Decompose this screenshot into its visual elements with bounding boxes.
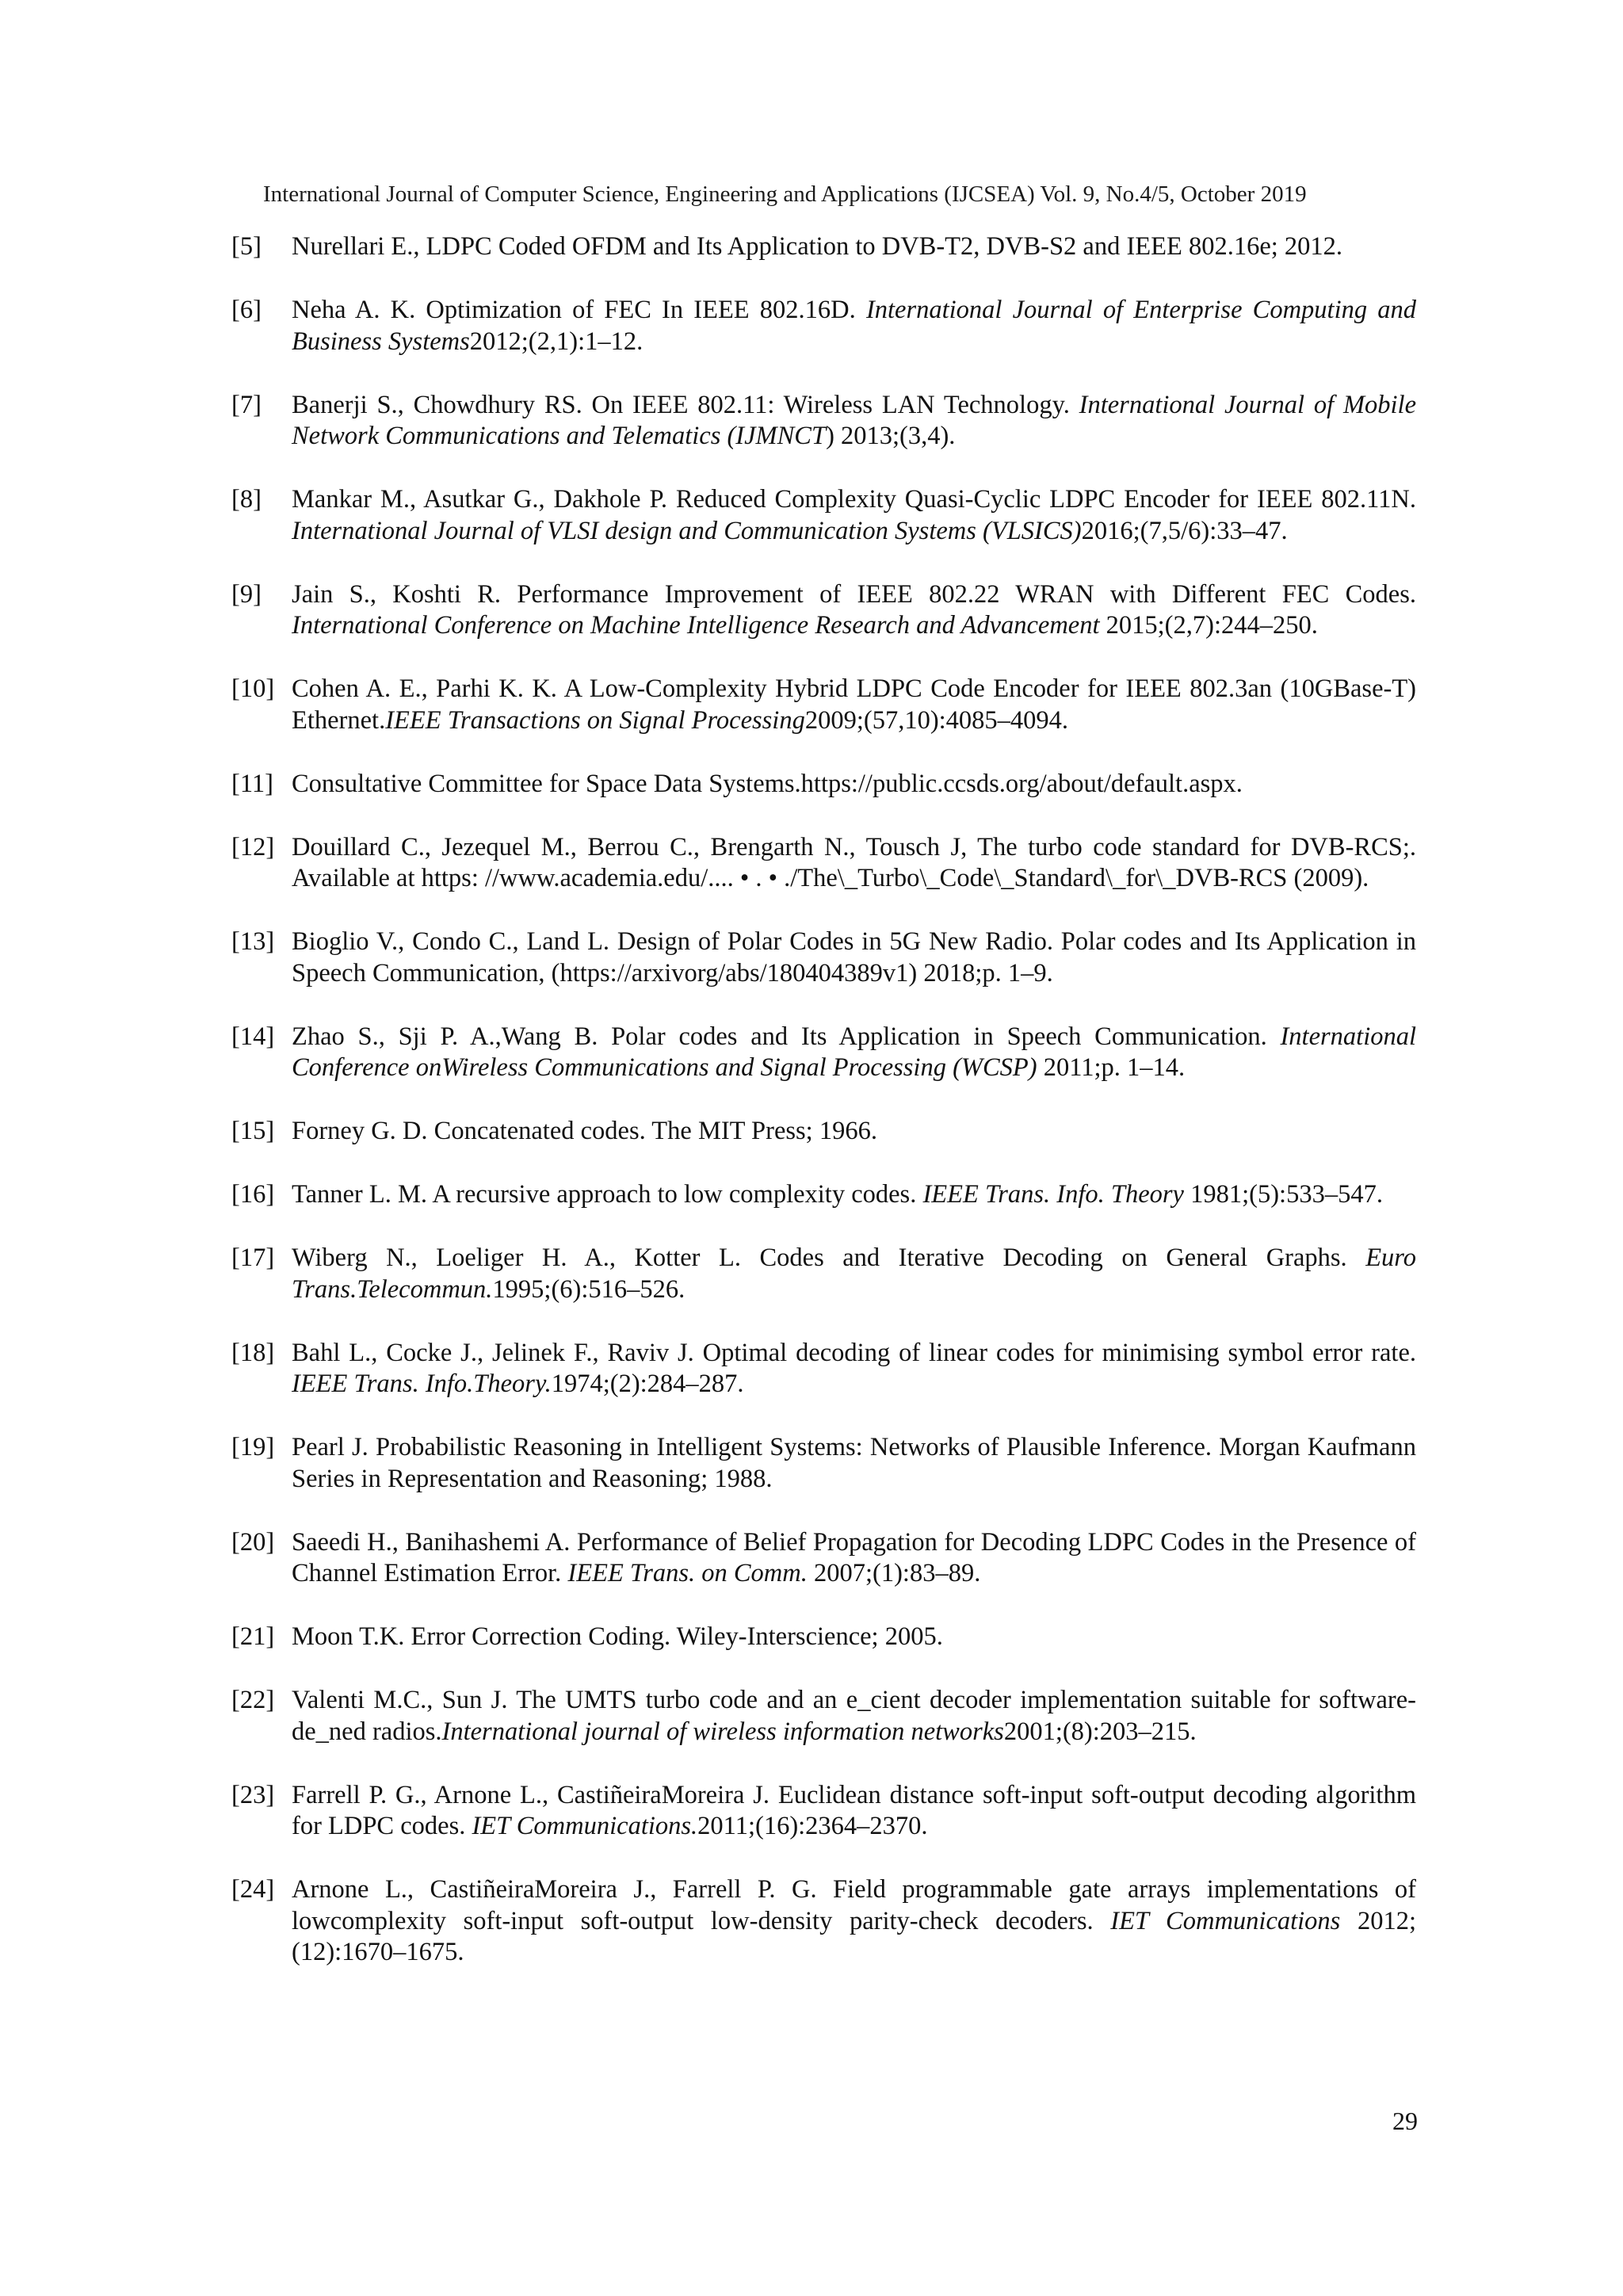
page-number: 29 — [1392, 2107, 1418, 2135]
reference-text — [292, 769, 1416, 800]
reference-text — [292, 1179, 1416, 1211]
reference-text-segment: 1995;(6):516–526. — [492, 1274, 685, 1304]
reference-number: [20] — [231, 1527, 275, 1557]
reference-source-italic: Euro Trans.Telecommun. — [292, 1244, 1416, 1304]
reference-text-segment: Banerji S., Chowdhury RS. On IEEE 802.11: Wireless LAN Technology. — [292, 390, 1079, 419]
reference-text-segment: 2011;(16):2364–2370. — [697, 1812, 928, 1840]
reference-text-segment: 2007;(1):83–89. — [807, 1559, 981, 1587]
reference-text-segment: Nurellari E., LDPC Coded OFDM and Its Application to DVB-T2, DVB-S2 and IEEE 802.16e; 2012. — [292, 232, 1343, 261]
reference-number: [13] — [231, 927, 275, 956]
reference-item — [231, 1432, 1416, 1495]
reference-source-italic: International Journal of Mobile Network Communications and Telematics (IJMNCT — [292, 390, 1416, 450]
reference-item — [231, 231, 1416, 263]
reference-text-segment: Forney G. D. Concatenated codes. The MIT Press; 1966. — [292, 1117, 877, 1145]
reference-source-italic: IEEE Trans. Info.Theory. — [292, 1370, 552, 1398]
reference-number: [18] — [231, 1338, 275, 1367]
reference-text-segment: 2012;(12):1670–1675. — [292, 1906, 1416, 1966]
reference-text-segment: Consultative Committee for Space Data Systems.https://public.ccsds.org/about/default.aspx. — [292, 769, 1243, 798]
reference-text-segment: 2009;(57,10):4085–4094. — [804, 705, 1069, 735]
reference-item — [231, 579, 1416, 642]
reference-text — [292, 231, 1416, 263]
reference-item — [231, 674, 1416, 736]
reference-list — [231, 231, 1416, 2000]
reference-text-segment: Douillard C., Jezequel M., Berrou C., Brengarth N., Tousch J, The turbo code standard for DVB-RCS;. Available at https: //www.academia.edu/.... • . • ./The\_Turbo\_Code\_Standard\_for\_DVB-RCS (2009). — [292, 832, 1416, 892]
reference-text-segment: 2012;(2,1):1–12. — [469, 327, 643, 356]
reference-number: [14] — [231, 1022, 275, 1051]
reference-text-segment: Saeedi H., Banihashemi A. Performance of Belief Propagation for Decoding LDPC Codes in the Presence of Channel Estimation Error. — [292, 1527, 1416, 1587]
reference-item — [231, 1780, 1416, 1843]
reference-text-segment: Bahl L., Cocke J., Jelinek F., Raviv J. Optimal decoding of linear codes for minimising symbol error rate. — [292, 1338, 1416, 1367]
reference-text-segment: Wiberg N., Loeliger H. A., Kotter L. Codes and Iterative Decoding on General Graphs. — [292, 1244, 1366, 1272]
reference-item — [231, 1622, 1416, 1653]
reference-text-segment: ) 2013;(3,4). — [826, 422, 956, 450]
reference-item — [231, 769, 1416, 800]
reference-text-segment: 1974;(2):284–287. — [551, 1370, 744, 1398]
reference-text-segment: Arnone L., CastiñeiraMoreira J., Farrell P. G. Field programmable gate arrays implementations of lowcomplexity soft-input soft-output low-density parity-check decoders. — [292, 1875, 1416, 1935]
reference-text-segment: Tanner L. M. A recursive approach to low complexity codes. — [292, 1180, 923, 1209]
reference-text-segment: 2015;(2,7):244–250. — [1106, 611, 1318, 640]
reference-text-segment: Farrell P. G., Arnone L., CastiñeiraMoreira J. Euclidean distance soft-input soft-output decoding algorithm for LDPC codes. — [292, 1780, 1416, 1840]
reference-text — [292, 484, 1416, 547]
reference-source-italic: International Conference onWireless Communications and Signal Processing (WCSP) — [292, 1022, 1416, 1082]
reference-item — [231, 390, 1416, 453]
reference-text — [292, 1685, 1416, 1748]
reference-source-italic: IET Communications. — [472, 1812, 698, 1840]
reference-text — [292, 1780, 1416, 1843]
reference-number: [12] — [231, 832, 275, 861]
reference-text-segment: Jain S., Koshti R. Performance Improvement of IEEE 802.22 WRAN with Different FEC Codes. — [292, 579, 1416, 609]
reference-item — [231, 1243, 1416, 1305]
reference-text — [292, 1527, 1416, 1590]
reference-source-italic: IEEE Transactions on Signal Processing — [385, 705, 805, 735]
reference-number: [15] — [231, 1117, 275, 1145]
reference-text-segment: Cohen A. E., Parhi K. K. A Low-Complexity Hybrid LDPC Code Encoder for IEEE 802.3an (10GBase-T) Ethernet. — [292, 674, 1416, 735]
reference-item — [231, 1179, 1416, 1211]
reference-text — [292, 579, 1416, 642]
reference-source-italic: IEEE Trans. on Comm. — [567, 1559, 808, 1587]
reference-text — [292, 1874, 1416, 1969]
reference-source-italic: International journal of wireless information networks — [441, 1717, 1004, 1746]
reference-item — [231, 1116, 1416, 1148]
reference-text — [292, 295, 1416, 357]
reference-text-segment: Bioglio V., Condo C., Land L. Design of Polar Codes in 5G New Radio. Polar codes and Its Application in Speech Communication, (https://arxivorg/abs/180404389v1) 2018;p. 1–9. — [292, 927, 1416, 988]
reference-text — [292, 1432, 1416, 1495]
reference-text — [292, 1116, 1416, 1148]
reference-item — [231, 1874, 1416, 1969]
reference-item — [231, 1527, 1416, 1590]
reference-source-italic: International Journal of VLSI design and Communication Systems (VLSICS) — [292, 516, 1082, 545]
reference-item — [231, 832, 1416, 895]
reference-text-segment: 1981;(5):533–547. — [1183, 1180, 1383, 1209]
reference-item — [231, 926, 1416, 989]
reference-text — [292, 1338, 1416, 1400]
reference-text-segment: Moon T.K. Error Correction Coding. Wiley-Interscience; 2005. — [292, 1622, 943, 1651]
reference-number: [21] — [231, 1622, 275, 1651]
reference-text — [292, 390, 1416, 453]
reference-source-italic: International Conference on Machine Intelligence Research and Advancement — [292, 611, 1106, 640]
reference-text-segment: Neha A. K. Optimization of FEC In IEEE 802.16D. — [292, 296, 866, 324]
reference-number: [16] — [231, 1180, 275, 1209]
reference-text — [292, 926, 1416, 989]
reference-number: [7] — [231, 390, 262, 419]
reference-source-italic: IEEE Trans. Info. Theory — [922, 1180, 1184, 1209]
reference-text-segment: 2011;p. 1–14. — [1037, 1053, 1186, 1082]
reference-text — [292, 832, 1416, 895]
reference-text-segment: 2001;(8):203–215. — [1003, 1717, 1197, 1746]
reference-item — [231, 484, 1416, 547]
reference-number: [22] — [231, 1686, 275, 1714]
reference-number: [10] — [231, 674, 275, 703]
reference-item — [231, 1338, 1416, 1400]
reference-item — [231, 295, 1416, 357]
reference-number: [9] — [231, 579, 262, 609]
reference-item — [231, 1685, 1416, 1748]
reference-number: [19] — [231, 1433, 275, 1461]
reference-text-segment: 2016;(7,5/6):33–47. — [1081, 516, 1288, 545]
reference-text-segment: Zhao S., Sji P. A.,Wang B. Polar codes and Its Application in Speech Communication. — [292, 1022, 1281, 1051]
reference-number: [17] — [231, 1244, 275, 1272]
reference-number: [23] — [231, 1780, 275, 1809]
reference-number: [8] — [231, 485, 262, 514]
reference-number: [6] — [231, 296, 262, 324]
running-header: International Journal of Computer Science, Engineering and Applications (IJCSEA) Vol. 9, No.4/5, October 2019 — [263, 181, 1307, 207]
reference-text-segment: Mankar M., Asutkar G., Dakhole P. Reduced Complexity Quasi-Cyclic LDPC Encoder for IEEE 802.11N. — [292, 485, 1416, 514]
reference-number: [24] — [231, 1875, 275, 1904]
reference-item — [231, 1022, 1416, 1084]
reference-text — [292, 1022, 1416, 1084]
reference-source-italic: IET Communications — [1110, 1906, 1341, 1935]
reference-text-segment: Pearl J. Probabilistic Reasoning in Intelligent Systems: Networks of Plausible Inference. Morgan Kaufmann Series in Representation and Reasoning; 1988. — [292, 1433, 1416, 1493]
reference-text — [292, 1243, 1416, 1305]
reference-number: [5] — [231, 232, 262, 261]
reference-source-italic: International Journal of Enterprise Computing and Business Systems — [292, 296, 1416, 356]
reference-number: [11] — [231, 769, 273, 798]
reference-text — [292, 674, 1416, 736]
reference-text — [292, 1622, 1416, 1653]
reference-text-segment: Valenti M.C., Sun J. The UMTS turbo code and an e_cient decoder implementation suitable for software-de_ned radios. — [292, 1686, 1416, 1746]
